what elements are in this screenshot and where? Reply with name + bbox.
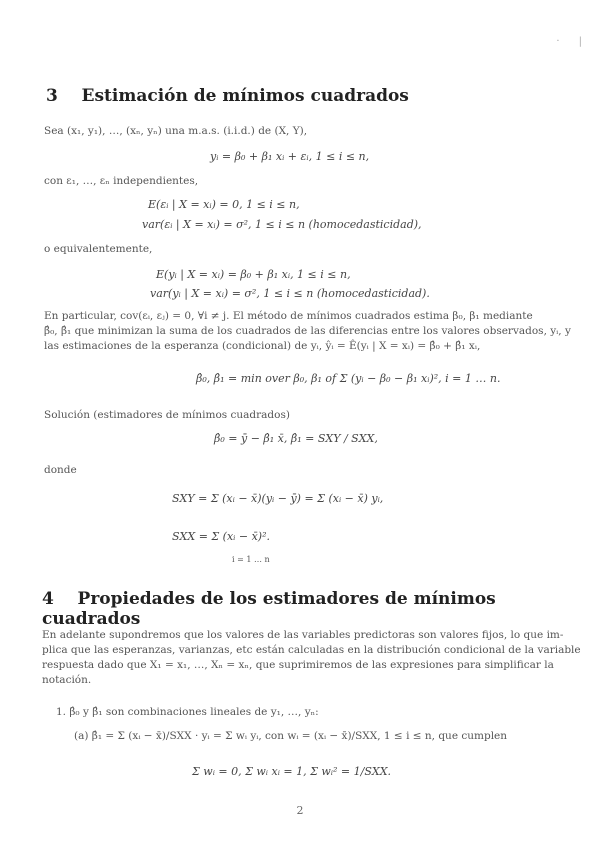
s3-paragraph-4a: En particular, cov(εᵢ, εⱼ) = 0, ∀i ≠ j. El método de mínimos cuadrados estima β₀, β₁ mediante [44,310,533,322]
s3-equation-2a: E(εᵢ | X = xᵢ) = 0, 1 ≤ i ≤ n, [148,198,300,211]
s3-equation-5: β̂₀ = ȳ − β̂₁ x̄, β̂₁ = SXY / SXX, [214,432,378,445]
s3-paragraph-4b: β̂₀, β̂₁ que minimizan la suma de los cuadrados de las diferencias entre los valores observados, yᵢ, y [44,325,571,337]
s4-list-item-1: 1. β̂₀ y β̂₁ son combinaciones lineales de y₁, …, yₙ: [56,706,319,718]
section-4-number: 4 [42,589,54,609]
section-3-heading [46,86,409,106]
s3-paragraph-3: o equivalentemente, [44,243,153,255]
page-number: 2 [296,804,304,817]
section-3-number: 3 [46,86,58,106]
s3-paragraph-2: con ε₁, …, εₙ independientes, [44,175,199,187]
s3-equation-6b: SXX = Σ (xᵢ − x̄)². [172,530,271,543]
section-3-title: Estimación de mínimos cuadrados [81,86,409,106]
s4-paragraph-1b: plica que las esperanzas, varianzas, etc están calculadas en la distribución condicional de la variable [42,644,581,656]
s4-list-item-1a: (a) β̂₁ = Σ (xᵢ − x̄)/SXX · yᵢ = Σ wᵢ yᵢ, con wᵢ = (xᵢ − x̄)/SXX, 1 ≤ i ≤ n, que cumplen [74,730,508,742]
s4-paragraph-1a: En adelante supondremos que los valores de las variables predictoras son valores fijos, lo que im- [42,629,564,641]
s3-sum-range: i = 1 … n [232,555,270,564]
s3-equation-1: yᵢ = β₀ + β₁ xᵢ + εᵢ, 1 ≤ i ≤ n, [210,150,370,163]
s3-paragraph-4c: las estimaciones de la esperanza (condicional) de yᵢ, ŷᵢ = Ê(yᵢ | X = xᵢ) = β̂₀ + β̂₁ xᵢ, [44,340,481,352]
s3-equation-6a: SXY = Σ (xᵢ − x̄)(yᵢ − ȳ) = Σ (xᵢ − x̄) yᵢ, [172,492,384,505]
s3-equation-3b: var(yᵢ | X = xᵢ) = σ², 1 ≤ i ≤ n (homocedasticidad). [150,287,430,300]
s3-paragraph-5: Solución (estimadores de mínimos cuadrados) [44,409,290,421]
s3-equation-4: β̂₀, β̂₁ = min over β₀, β₁ of Σ (yᵢ − β₀ − β₁ xᵢ)², i = 1 … n. [196,372,501,385]
s4-equation-7: Σ wᵢ = 0, Σ wᵢ xᵢ = 1, Σ wᵢ² = 1/SXX. [192,765,392,778]
s3-equation-3a: E(yᵢ | X = xᵢ) = β₀ + β₁ xᵢ, 1 ≤ i ≤ n, [156,268,351,281]
section-4-title: Propiedades de los estimadores de mínimos cuadrados [42,589,496,629]
s3-paragraph-6: donde [44,464,77,476]
s4-paragraph-1c: respuesta dado que X₁ = x₁, …, Xₙ = xₙ, que suprimiremos de las expresiones para simplificar la [42,659,554,671]
section-4-heading [42,589,600,629]
scan-marks: · | [556,36,582,47]
s3-equation-2b: var(εᵢ | X = xᵢ) = σ², 1 ≤ i ≤ n (homocedasticidad), [142,218,422,231]
s4-paragraph-1d: notación. [42,674,92,686]
s3-paragraph-1: Sea (x₁, y₁), …, (xₙ, yₙ) una m.a.s. (i.i.d.) de (X, Y), [44,125,308,137]
